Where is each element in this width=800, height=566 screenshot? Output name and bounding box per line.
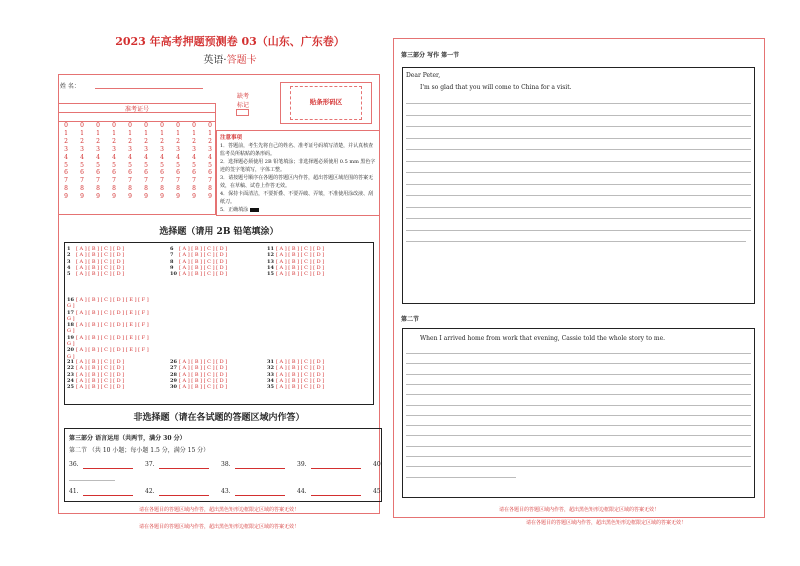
choice-options[interactable]: [ A ] [ B ] [ C ] [ D ] [276, 246, 325, 252]
question-number: 29 [170, 377, 177, 384]
writing-line[interactable] [406, 161, 751, 162]
choice-options[interactable]: [ A ] [ B ] [ C ] [ D ] [276, 252, 325, 259]
question-number: 24 [67, 377, 74, 384]
exam-digit-bubble[interactable]: 0 [192, 122, 196, 129]
choice-group-16-20[interactable] [67, 297, 149, 360]
exam-digit-bubble[interactable]: 1 [112, 129, 116, 137]
barcode-label: 贴条形码区 [309, 98, 343, 106]
exam-digit-bubble[interactable]: 6 [96, 169, 100, 177]
blank-answer-line[interactable] [159, 468, 209, 469]
choice-options[interactable]: [ A ] [ B ] [ C ] [ D ] [76, 258, 125, 265]
choice-options[interactable]: [ A ] [ B ] [ C ] [ D ] [76, 271, 125, 278]
notice-item-1: 1．答题前，考生先将自己的姓名、准考证号码填写清楚，并认真核查监考员所粘贴的条形码。 [220, 143, 374, 157]
exam-digit-bubble[interactable]: 0 [208, 122, 212, 129]
choice-options[interactable]: [ A ] [ B ] [ C ] [ D ] [ E ] [ F ] [76, 347, 149, 354]
exam-number-entry-row[interactable] [58, 112, 216, 122]
blank-number: 39. [297, 461, 307, 468]
page-title: 2023 年高考押题预测卷 03（山东、广东卷） [115, 35, 345, 48]
subtitle-card: 答题卡 [226, 55, 257, 66]
writing-line[interactable] [406, 230, 751, 231]
exam-digit-bubble[interactable]: 2 [64, 137, 68, 145]
choice-options[interactable]: [ A ] [ B ] [ C ] [ D ] [76, 359, 125, 365]
blank-answer-line[interactable] [235, 468, 285, 469]
exam-digit-bubble[interactable]: 4 [176, 153, 180, 161]
choice-group-6-10[interactable] [170, 246, 227, 277]
exam-digit-bubble[interactable]: 4 [192, 153, 196, 161]
exam-digit-bubble[interactable]: 7 [96, 177, 100, 185]
notice-item-2: 2．选择题必须使用 2B 铅笔填涂；非选择题必须使用 0.5 mm 黑色字迹的签字笔填写，字体工整。 [220, 159, 376, 173]
choice-options[interactable]: [ A ] [ B ] [ C ] [ D ] [179, 264, 228, 271]
writing-line[interactable] [406, 394, 751, 395]
exam-digit-bubble[interactable]: 7 [128, 177, 132, 185]
exam-digit-bubble[interactable]: 6 [176, 169, 180, 177]
absent-mark-label [233, 91, 253, 109]
exam-digit-bubble[interactable]: 2 [208, 137, 212, 145]
exam-digit-column[interactable] [173, 122, 183, 201]
exam-digit-bubble[interactable]: 8 [112, 185, 116, 193]
choice-options[interactable]: [ A ] [ B ] [ C ] [ D ] [276, 371, 325, 378]
choice-group-26-30[interactable] [170, 359, 227, 390]
exam-digit-bubble[interactable]: 3 [208, 145, 212, 153]
choice-options-wrap[interactable]: G ] [67, 328, 75, 335]
choice-question-row[interactable] [67, 297, 149, 303]
choice-question-row[interactable] [170, 271, 227, 277]
exam-digit-bubble[interactable]: 8 [128, 185, 132, 193]
exam-digit-bubble[interactable]: 9 [192, 193, 196, 201]
exam-digit-column[interactable] [109, 122, 119, 201]
blank-number: 44. [297, 488, 307, 495]
exam-digit-bubble[interactable]: 4 [80, 153, 84, 161]
exam-digit-bubble[interactable]: 7 [80, 177, 84, 185]
choice-question-row[interactable] [170, 384, 227, 390]
right-bottom-warning: 请在各题目的答题区域内作答，超出黑色矩形边框限定区域的答案无效！ [525, 520, 686, 526]
exam-digit-bubble[interactable]: 9 [144, 193, 148, 201]
choice-options[interactable]: [ A ] [ B ] [ C ] [ D ] [276, 365, 325, 372]
choice-options[interactable]: [ A ] [ B ] [ C ] [ D ] [76, 384, 125, 391]
exam-digit-column[interactable] [61, 122, 71, 201]
exam-digit-bubble[interactable]: 8 [160, 185, 164, 193]
writing-line[interactable] [406, 415, 751, 416]
choice-group-21-25[interactable] [67, 359, 124, 390]
exam-digit-column[interactable] [77, 122, 87, 201]
exam-digit-bubble[interactable]: 1 [176, 129, 180, 137]
exam-digit-bubble[interactable]: 1 [160, 129, 164, 137]
exam-digit-bubble[interactable]: 3 [176, 145, 180, 153]
exam-digit-bubble[interactable]: 6 [112, 169, 116, 177]
exam-digit-bubble[interactable]: 5 [192, 161, 196, 169]
question-number: 12 [267, 252, 274, 259]
absent-mark-box[interactable] [236, 109, 249, 116]
letter-greeting: Dear Peter, [406, 72, 441, 79]
notice-item-5-text: 5．正确填涂 [220, 207, 249, 213]
exam-digit-bubble[interactable]: 7 [208, 177, 212, 185]
left-bottom-warning: 请在各题目的答题区域内作答，超出黑色矩形边框限定区域的答案无效！ [138, 524, 299, 530]
question-number: 4 [67, 264, 71, 271]
exam-digit-bubble[interactable]: 7 [144, 177, 148, 185]
blank-answer-line[interactable] [311, 468, 361, 469]
exam-digit-bubble[interactable]: 7 [64, 177, 68, 185]
exam-digit-bubble[interactable]: 5 [96, 161, 100, 169]
exam-digit-bubble[interactable]: 1 [144, 129, 148, 137]
exam-digit-bubble[interactable]: 9 [128, 193, 132, 201]
question-number: 3 [67, 258, 71, 265]
exam-digit-bubble[interactable]: 1 [80, 129, 84, 137]
question-number: 34 [267, 377, 274, 384]
exam-digit-bubble[interactable]: 4 [96, 153, 100, 161]
writing-line[interactable] [406, 115, 751, 116]
exam-digit-bubble[interactable]: 8 [176, 185, 180, 193]
answer-line-continuation [69, 480, 115, 481]
blank-number: 37. [145, 461, 155, 468]
writing-line[interactable] [406, 218, 751, 219]
choice-question-row[interactable] [67, 384, 124, 390]
choice-question-row[interactable] [67, 322, 149, 328]
question-number: 8 [170, 258, 174, 265]
exam-digit-column[interactable] [157, 122, 167, 201]
question-number: 28 [170, 371, 177, 378]
question-number: 15 [267, 271, 274, 278]
exam-digit-bubble[interactable]: 5 [128, 161, 132, 169]
exam-digit-bubble[interactable]: 3 [96, 145, 100, 153]
writing-line[interactable] [406, 456, 751, 457]
exam-digit-bubble[interactable]: 6 [144, 169, 148, 177]
question-number: 21 [67, 359, 74, 365]
choice-options[interactable]: [ A ] [ B ] [ C ] [ D ] [276, 264, 325, 271]
choice-group-31-35[interactable] [267, 359, 324, 390]
writing-line[interactable] [406, 241, 746, 242]
blank-number: 43. [221, 488, 231, 495]
writing-line[interactable] [406, 149, 751, 150]
exam-digit-column[interactable] [205, 122, 215, 201]
exam-digit-bubble[interactable]: 9 [96, 193, 100, 201]
question-number: 20 [67, 347, 74, 354]
question-number: 33 [267, 371, 274, 378]
exam-digit-bubble[interactable]: 7 [160, 177, 164, 185]
writing-line[interactable] [406, 184, 751, 185]
exam-digit-bubble[interactable]: 0 [128, 122, 132, 129]
choice-options[interactable]: [ A ] [ B ] [ C ] [ D ] [276, 359, 325, 365]
exam-digit-bubble[interactable]: 5 [160, 161, 164, 169]
exam-digit-bubble[interactable]: 7 [112, 177, 116, 185]
exam-digit-column[interactable] [125, 122, 135, 201]
blank-number: 36. [69, 461, 79, 468]
notice-item-5 [220, 206, 376, 214]
writing-line[interactable] [406, 363, 751, 364]
absent-mark-text-1: 缺考 [236, 93, 249, 100]
choice-section-title: 选择题（请用 2B 铅笔填涂） [159, 227, 279, 237]
choice-options[interactable]: [ A ] [ B ] [ C ] [ D ] [179, 384, 228, 391]
exam-digit-bubble[interactable]: 8 [64, 185, 68, 193]
exam-digit-bubble[interactable]: 9 [176, 193, 180, 201]
absent-mark-text-2: 标记 [236, 102, 249, 109]
question-number: 5 [67, 271, 71, 278]
exam-digit-column[interactable] [93, 122, 103, 201]
exam-digit-bubble[interactable]: 0 [80, 122, 84, 129]
exam-digit-bubble[interactable]: 9 [64, 193, 68, 201]
choice-options[interactable]: [ A ] [ B ] [ C ] [ D ] [179, 271, 228, 278]
choice-question-row[interactable] [67, 310, 149, 316]
question-number: 13 [267, 258, 274, 265]
writing-line[interactable] [406, 435, 751, 436]
notice-item-3: 3．请按题号顺序在各题的答题区内作答，超出答题区域范围的答案无效，在草稿、试卷上作答无效。 [220, 175, 374, 189]
choice-options-wrap[interactable]: G ] [67, 315, 75, 322]
exam-digit-bubble[interactable]: 5 [112, 161, 116, 169]
question-number: 22 [67, 365, 74, 372]
exam-digit-bubble[interactable]: 1 [208, 129, 212, 137]
choice-options[interactable]: [ A ] [ B ] [ C ] [ D ] [179, 252, 228, 259]
blank-number: 40. [373, 461, 383, 468]
exam-digit-bubble[interactable]: 1 [128, 129, 132, 137]
writing-line[interactable] [406, 405, 751, 406]
writing-line[interactable] [406, 138, 751, 139]
choice-group-11-15[interactable] [267, 246, 324, 277]
question-number: 9 [170, 264, 174, 271]
writing-line[interactable] [406, 477, 516, 478]
choice-options[interactable]: [ A ] [ B ] [ C ] [ D ] [ E ] [ F ] [76, 334, 149, 341]
choice-options[interactable]: [ A ] [ B ] [ C ] [ D ] [179, 365, 228, 372]
choice-options[interactable]: [ A ] [ B ] [ C ] [ D ] [76, 365, 125, 372]
choice-group-1-5[interactable] [67, 246, 124, 277]
blank-answer-line[interactable] [159, 495, 209, 496]
exam-digit-bubble[interactable]: 2 [160, 137, 164, 145]
blank-answer-line[interactable] [83, 495, 133, 496]
writing-section1-title: 第三部分 写作 第一节 [401, 52, 460, 59]
choice-options[interactable]: [ A ] [ B ] [ C ] [ D ] [179, 359, 228, 365]
exam-digit-bubble[interactable]: 1 [96, 129, 100, 137]
question-number: 23 [67, 371, 74, 378]
exam-digit-bubble[interactable]: 9 [208, 193, 212, 201]
exam-digit-bubble[interactable]: 4 [208, 153, 212, 161]
writing-line[interactable] [406, 207, 751, 208]
exam-digit-bubble[interactable]: 0 [112, 122, 116, 129]
exam-digit-bubble[interactable]: 3 [144, 145, 148, 153]
exam-number-label: 准考证号 [124, 106, 149, 113]
exam-digit-bubble[interactable]: 2 [80, 137, 84, 145]
blank-number: 38. [221, 461, 231, 468]
blank-answer-line[interactable] [235, 495, 285, 496]
question-number: 6 [170, 246, 174, 252]
blank-number: 41. [69, 488, 79, 495]
exam-digit-bubble[interactable]: 6 [160, 169, 164, 177]
exam-number-bubbles[interactable] [61, 122, 215, 201]
exam-digit-bubble[interactable]: 2 [128, 137, 132, 145]
exam-digit-bubble[interactable]: 0 [96, 122, 100, 129]
question-number: 1 [67, 246, 71, 252]
question-number: 7 [170, 252, 174, 259]
choice-options-wrap[interactable]: G ] [67, 341, 75, 348]
blank-number: 45. [373, 488, 383, 495]
exam-digit-bubble[interactable]: 7 [192, 177, 196, 185]
question-number: 2 [67, 252, 71, 259]
exam-digit-bubble[interactable]: 7 [176, 177, 180, 185]
exam-digit-bubble[interactable]: 6 [64, 169, 68, 177]
exam-digit-bubble[interactable]: 0 [160, 122, 164, 129]
non-choice-section-title: 非选择题（请在各试题的答题区域内作答） [133, 413, 305, 423]
exam-digit-bubble[interactable]: 5 [80, 161, 84, 169]
filled-example-icon [250, 208, 259, 212]
subtitle-subject: 英语· [203, 55, 227, 66]
exam-digit-bubble[interactable]: 4 [144, 153, 148, 161]
choice-question-row[interactable] [67, 335, 149, 341]
blank-number: 42. [145, 488, 155, 495]
exam-digit-bubble[interactable]: 0 [176, 122, 180, 129]
exam-digit-bubble[interactable]: 2 [96, 137, 100, 145]
choice-options[interactable]: [ A ] [ B ] [ C ] [ D ] [276, 384, 325, 391]
exam-digit-bubble[interactable]: 6 [80, 169, 84, 177]
question-number: 31 [267, 359, 274, 365]
question-number: 27 [170, 365, 177, 372]
choice-options[interactable]: [ A ] [ B ] [ C ] [ D ] [179, 246, 228, 252]
writing-line[interactable] [406, 446, 751, 447]
choice-question-row[interactable] [267, 384, 324, 390]
question-number: 17 [67, 309, 74, 316]
writing-line[interactable] [406, 466, 751, 467]
exam-digit-bubble[interactable]: 8 [80, 185, 84, 193]
notice-item-4: 4．保持卡面清洁，不要折叠、不要弄破、弄皱，不准使用涂改液、刮纸刀。 [220, 191, 374, 205]
left-inner-warning: 请在各题目的答题区域内作答，超出黑色矩形边框限定区域的答案无效！ [138, 507, 299, 513]
exam-digit-bubble[interactable]: 2 [112, 137, 116, 145]
choice-options[interactable]: [ A ] [ B ] [ C ] [ D ] [276, 377, 325, 384]
choice-options[interactable]: [ A ] [ B ] [ C ] [ D ] [76, 377, 125, 384]
question-number: 35 [267, 384, 274, 391]
choice-options[interactable]: [ A ] [ B ] [ C ] [ D ] [179, 258, 228, 265]
exam-digit-bubble[interactable]: 8 [192, 185, 196, 193]
question-number: 30 [170, 384, 177, 391]
exam-digit-bubble[interactable]: 8 [208, 185, 212, 193]
right-inner-warning: 请在各题目的答题区域内作答，超出黑色矩形边框限定区域的答案无效！ [498, 507, 659, 513]
exam-digit-bubble[interactable]: 6 [192, 169, 196, 177]
story-opening: When I arrived home from work that evening, Cassie told the whole story to me. [420, 335, 666, 342]
exam-digit-bubble[interactable]: 2 [192, 137, 196, 145]
exam-digit-bubble[interactable]: 4 [64, 153, 68, 161]
name-input-line[interactable] [95, 88, 203, 89]
choice-options[interactable]: [ A ] [ B ] [ C ] [ D ] [ E ] [ F ] [76, 322, 149, 329]
choice-options-wrap[interactable]: G ] [67, 353, 75, 360]
choice-question-row[interactable] [267, 271, 324, 277]
question-number: 18 [67, 322, 74, 329]
exam-digit-bubble[interactable]: 6 [128, 169, 132, 177]
choice-options[interactable]: [ A ] [ B ] [ C ] [ D ] [179, 371, 228, 378]
choice-options[interactable]: [ A ] [ B ] [ C ] [ D ] [ E ] [ F ] [76, 309, 149, 316]
letter-opening: I'm so glad that you will come to China for a visit. [420, 84, 572, 91]
question-number: 26 [170, 359, 177, 365]
exam-digit-bubble[interactable]: 8 [96, 185, 100, 193]
section2-description: 第二节 （共 10 小题；每小题 1.5 分，满分 15 分） [69, 447, 210, 454]
exam-digit-bubble[interactable]: 3 [80, 145, 84, 153]
exam-digit-bubble[interactable]: 0 [144, 122, 148, 129]
choice-options[interactable]: [ A ] [ B ] [ C ] [ D ] [276, 258, 325, 265]
choice-options[interactable]: [ A ] [ B ] [ C ] [ D ] [ E ] [ F ] [76, 297, 149, 303]
page-subtitle [80, 51, 380, 66]
exam-digit-bubble[interactable]: 0 [64, 122, 68, 129]
writing-line[interactable] [406, 126, 751, 127]
choice-options[interactable]: [ A ] [ B ] [ C ] [ D ] [76, 371, 125, 378]
question-number: 16 [67, 297, 74, 303]
exam-digit-bubble[interactable]: 2 [144, 137, 148, 145]
exam-digit-bubble[interactable]: 3 [128, 145, 132, 153]
exam-digit-bubble[interactable]: 1 [64, 129, 68, 137]
question-number: 25 [67, 384, 74, 391]
choice-options[interactable]: [ A ] [ B ] [ C ] [ D ] [76, 246, 125, 252]
choice-options-wrap[interactable]: G ] [67, 303, 75, 310]
exam-digit-bubble[interactable]: 5 [64, 161, 68, 169]
writing-line[interactable] [406, 103, 751, 104]
name-label: 姓 名： [60, 83, 80, 90]
notice-heading: 注意事项 [220, 135, 243, 141]
choice-question-row[interactable] [67, 271, 124, 277]
exam-digit-bubble[interactable]: 3 [64, 145, 68, 153]
writing-line[interactable] [406, 374, 751, 375]
notice-panel [220, 134, 376, 214]
exam-digit-bubble[interactable]: 9 [112, 193, 116, 201]
exam-digit-bubble[interactable]: 9 [80, 193, 84, 201]
question-number: 10 [170, 271, 177, 278]
choice-options[interactable]: [ A ] [ B ] [ C ] [ D ] [179, 377, 228, 384]
question-number: 19 [67, 334, 74, 341]
choice-options[interactable]: [ A ] [ B ] [ C ] [ D ] [76, 264, 125, 271]
exam-digit-bubble[interactable]: 4 [112, 153, 116, 161]
exam-digit-bubble[interactable]: 6 [208, 169, 212, 177]
blank-answer-line[interactable] [83, 468, 133, 469]
writing-line[interactable] [406, 353, 751, 354]
exam-digit-bubble[interactable]: 5 [208, 161, 212, 169]
writing-line[interactable] [406, 172, 751, 173]
exam-digit-bubble[interactable]: 4 [128, 153, 132, 161]
exam-digit-bubble[interactable]: 3 [192, 145, 196, 153]
exam-digit-bubble[interactable]: 3 [160, 145, 164, 153]
question-number: 11 [267, 246, 274, 252]
exam-digit-bubble[interactable]: 3 [112, 145, 116, 153]
choice-options[interactable]: [ A ] [ B ] [ C ] [ D ] [276, 271, 325, 278]
choice-question-row[interactable] [67, 347, 149, 353]
exam-digit-column[interactable] [189, 122, 199, 201]
part3-title: 第三部分 语言运用（共两节，满分 30 分） [69, 435, 186, 442]
exam-digit-column[interactable] [141, 122, 151, 201]
writing-line[interactable] [406, 425, 751, 426]
writing-section2-title: 第二节 [401, 316, 420, 323]
writing-line[interactable] [406, 384, 751, 385]
choice-options[interactable]: [ A ] [ B ] [ C ] [ D ] [76, 252, 125, 259]
exam-digit-bubble[interactable]: 8 [144, 185, 148, 193]
question-number: 14 [267, 264, 274, 271]
exam-digit-bubble[interactable]: 5 [144, 161, 148, 169]
question-number: 32 [267, 365, 274, 372]
writing-line[interactable] [406, 195, 751, 196]
blank-answer-line[interactable] [311, 495, 361, 496]
exam-digit-bubble[interactable]: 9 [160, 193, 164, 201]
exam-digit-bubble[interactable]: 2 [176, 137, 180, 145]
exam-digit-bubble[interactable]: 4 [160, 153, 164, 161]
exam-digit-bubble[interactable]: 5 [176, 161, 180, 169]
exam-digit-bubble[interactable]: 1 [192, 129, 196, 137]
